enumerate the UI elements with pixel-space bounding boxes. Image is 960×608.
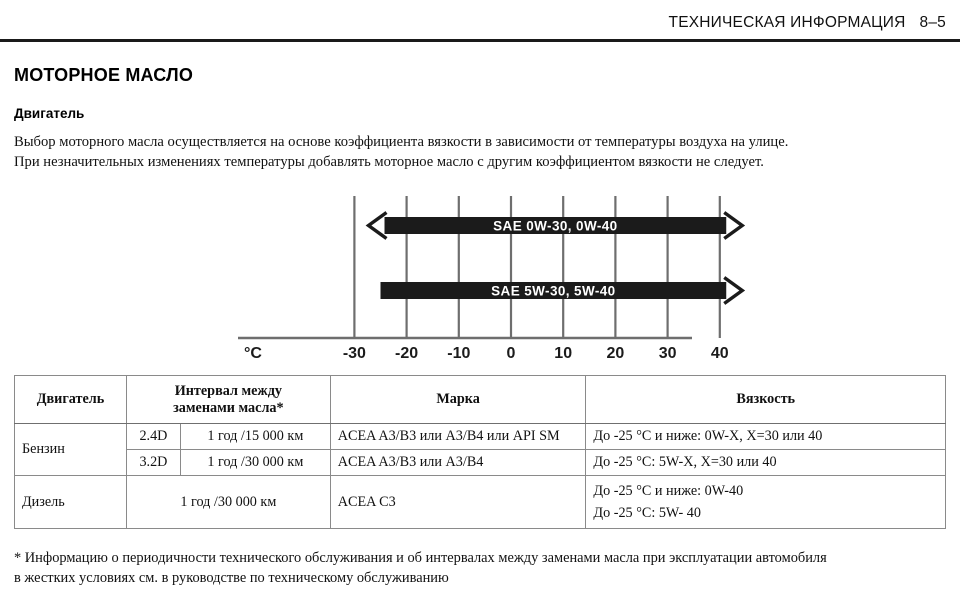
header-interval — [126, 376, 330, 424]
subsection-title: Двигатель — [14, 106, 85, 121]
bar-0-label: SAE 0W-30, 0W-40 — [493, 218, 618, 234]
tick-label-0: 0 — [506, 345, 516, 362]
cell-interval: 1 год /30 000 км — [180, 450, 330, 476]
tick-label--30: -30 — [342, 345, 366, 362]
cell-brand: ACEA A3/B3 или A3/B4 или API SM — [330, 424, 586, 450]
cell-displacement: 3.2D — [126, 450, 180, 476]
header-engine: Двигатель — [15, 376, 127, 424]
cell-displacement: 2.4D — [126, 424, 180, 450]
bar-0-right-arrow-icon — [724, 213, 742, 239]
tick-label-40: 40 — [710, 345, 729, 362]
cell-engine-petrol: Бензин — [15, 424, 127, 476]
table-header-row — [15, 376, 946, 424]
table-head — [15, 376, 946, 424]
cell-brand: ACEA A3/B3 или A3/B4 — [330, 450, 586, 476]
cell-interval: 1 год /30 000 км — [126, 476, 330, 529]
viscosity-line-1: До -25 °C и ниже: 0W-40 — [593, 483, 744, 499]
tick-label-30: 30 — [658, 345, 677, 362]
footnote — [14, 548, 944, 588]
viscosity-temperature-chart — [0, 190, 960, 370]
axis-unit-label: °C — [244, 345, 262, 362]
table-body — [15, 424, 946, 529]
intro-line-1: Выбор моторного масла осуществляется на основе коэффициента вязкости в зависимости от температуры воздуха на улице. — [14, 134, 789, 150]
footnote-line-2: в жестких условиях см. в руководстве по техническому обслуживанию — [14, 570, 449, 586]
tick-label-10: 10 — [554, 345, 573, 362]
viscosity-line-2: До -25 °C: 5W- 40 — [593, 505, 701, 521]
header-divider — [0, 39, 960, 42]
page-title: МОТОРНОЕ МАСЛО — [14, 65, 194, 85]
chart-tick-labels — [244, 345, 729, 362]
header-brand: Марка — [330, 376, 586, 424]
header-interval-line-2: заменами масла* — [173, 399, 284, 416]
cell-viscosity: До -25 °C: 5W-X, X=30 или 40 — [586, 450, 946, 476]
bar-0-left-arrow-icon — [369, 213, 387, 239]
tick-label-20: 20 — [606, 345, 625, 362]
chart-bars — [369, 213, 743, 304]
cell-interval: 1 год /15 000 км — [180, 424, 330, 450]
intro-paragraph — [14, 132, 944, 172]
tick-label--20: -20 — [395, 345, 419, 362]
table-row — [15, 476, 946, 529]
cell-brand: ACEA C3 — [330, 476, 586, 529]
intro-line-2: При незначительных изменениях температуры добавлять моторное масло с другим коэффициентом вязкости не следует. — [14, 154, 764, 170]
header-title: ТЕХНИЧЕСКАЯ ИНФОРМАЦИЯ — [668, 14, 906, 31]
cell-viscosity — [586, 476, 946, 529]
cell-engine-diesel: Дизель — [15, 476, 127, 529]
oil-spec-table — [14, 375, 946, 529]
cell-viscosity: До -25 °C и ниже: 0W-X, X=30 или 40 — [586, 424, 946, 450]
header-interval-line-1: Интервал между — [174, 382, 282, 399]
bar-1-right-arrow-icon — [724, 278, 742, 304]
table-row — [15, 424, 946, 450]
bar-1-label: SAE 5W-30, 5W-40 — [491, 283, 616, 299]
footnote-line-1: * Информацию о периодичности технического обслуживания и об интервалах между заменами масла при эксплуатации автомобиля — [14, 550, 827, 566]
oil-spec-table-container — [14, 375, 946, 529]
tick-label--10: -10 — [447, 345, 471, 362]
header-viscosity: Вязкость — [586, 376, 946, 424]
header-page-number: 8–5 — [919, 14, 946, 31]
table-row — [15, 450, 946, 476]
